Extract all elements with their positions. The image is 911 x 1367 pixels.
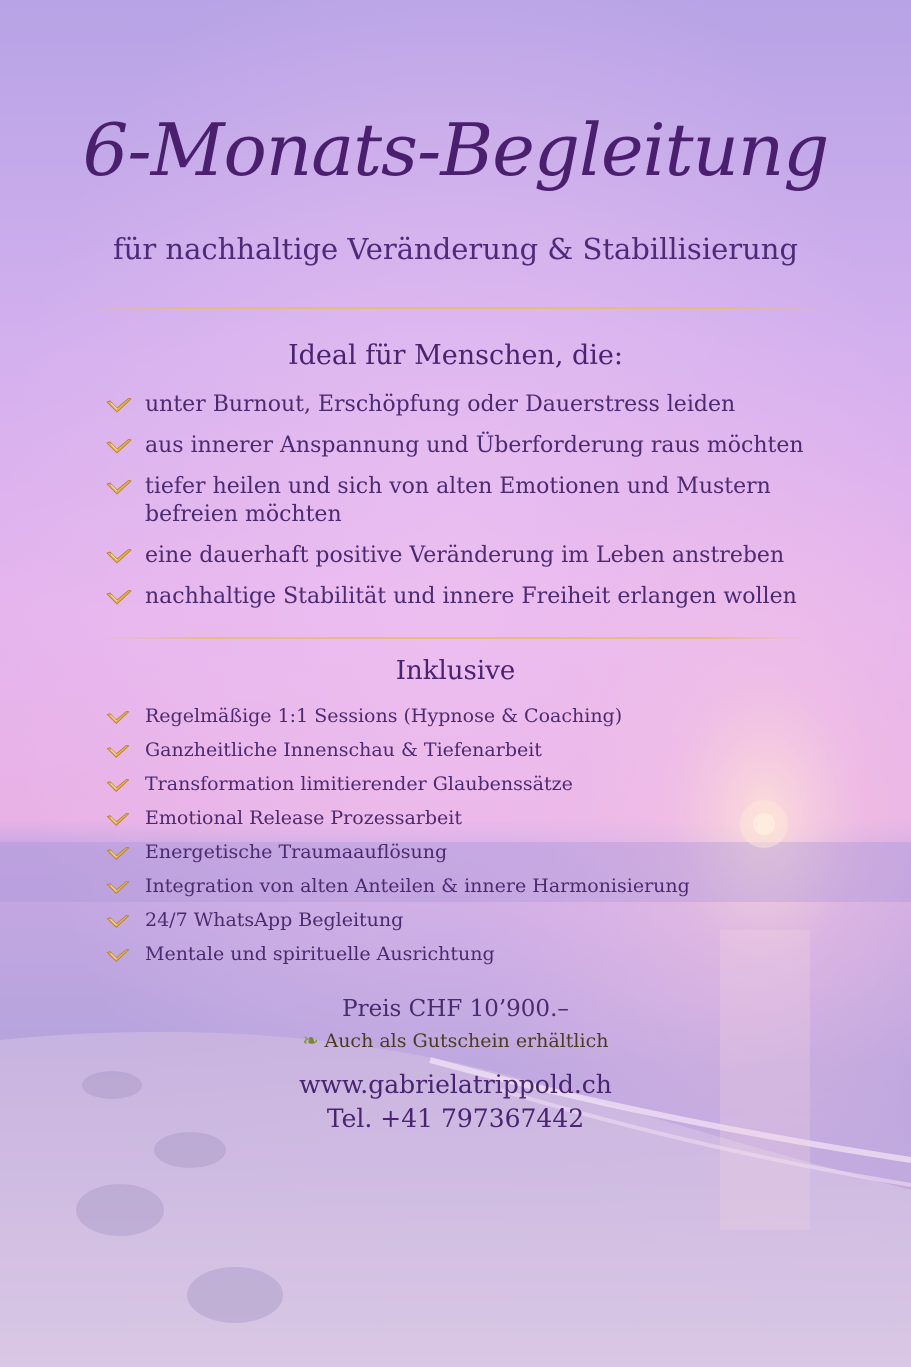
gold-check-icon bbox=[105, 588, 133, 616]
inklusive-list bbox=[105, 703, 785, 975]
page-title: 6-Monats-Begleitung bbox=[82, 108, 829, 192]
gold-check-icon bbox=[105, 708, 131, 734]
list-item bbox=[105, 583, 845, 611]
list-item-text: Ganzheitliche Innenschau & Tiefenarbeit bbox=[145, 739, 542, 761]
subtitle: für nachhaltige Veränderung & Stabillisierung bbox=[112, 232, 799, 266]
gold-check-icon bbox=[105, 396, 133, 424]
list-item bbox=[105, 542, 845, 570]
gold-check-icon bbox=[105, 946, 131, 972]
list-item-text: eine dauerhaft positive Veränderung im Leben anstreben bbox=[145, 543, 785, 568]
list-item-text: nachhaltige Stabilität und innere Freiheit erlangen wollen bbox=[145, 584, 797, 609]
price: Preis CHF 10’900.– bbox=[342, 996, 569, 1022]
phone-number[interactable]: Tel. +41 797367442 bbox=[326, 1104, 585, 1133]
list-item bbox=[105, 839, 785, 865]
gold-check-icon bbox=[105, 844, 131, 870]
list-item bbox=[105, 941, 785, 967]
website-link[interactable]: www.gabrielatrippold.ch bbox=[299, 1070, 612, 1099]
list-item bbox=[105, 805, 785, 831]
ideal-heading: Ideal für Menschen, die: bbox=[287, 340, 624, 371]
list-item-text: 24/7 WhatsApp Begleitung bbox=[145, 909, 404, 931]
gold-check-icon bbox=[105, 912, 131, 938]
list-item bbox=[105, 391, 845, 419]
gold-check-icon bbox=[105, 776, 131, 802]
list-item-text: Mentale und spirituelle Ausrichtung bbox=[145, 943, 495, 965]
list-item-text: Emotional Release Prozessarbeit bbox=[145, 807, 462, 829]
gift-voucher-note bbox=[0, 1030, 911, 1052]
gold-check-icon bbox=[105, 742, 131, 768]
list-item bbox=[105, 473, 845, 529]
list-item-text: Energetische Traumaauflösung bbox=[145, 841, 448, 863]
gold-check-icon bbox=[105, 878, 131, 904]
gold-check-icon bbox=[105, 547, 133, 575]
list-item-text: Integration von alten Anteilen & innere Harmonisierung bbox=[145, 875, 690, 897]
gold-check-icon bbox=[105, 810, 131, 836]
list-item-text: unter Burnout, Erschöpfung oder Dauerstress leiden bbox=[145, 392, 736, 417]
list-item bbox=[105, 907, 785, 933]
gold-check-icon bbox=[105, 478, 133, 506]
gold-check-icon bbox=[105, 437, 133, 465]
list-item bbox=[105, 737, 785, 763]
list-item-text: aus innerer Anspannung und Überforderung raus möchten bbox=[145, 433, 804, 458]
list-item-text: Transformation limitierender Glaubenssätze bbox=[145, 773, 573, 795]
divider bbox=[100, 637, 810, 639]
list-item bbox=[105, 703, 785, 729]
inklusive-heading: Inklusive bbox=[395, 656, 516, 686]
list-item-text: Regelmäßige 1:1 Sessions (Hypnose & Coaching) bbox=[145, 705, 623, 727]
leaf-icon: ❧ bbox=[302, 1030, 319, 1052]
divider bbox=[80, 307, 830, 309]
ideal-list bbox=[105, 391, 845, 624]
list-item bbox=[105, 873, 785, 899]
list-item-text: tiefer heilen und sich von alten Emotionen und Mustern befreien möchten bbox=[145, 474, 771, 527]
list-item bbox=[105, 432, 845, 460]
gift-text: Auch als Gutschein erhältlich bbox=[324, 1030, 609, 1052]
list-item bbox=[105, 771, 785, 797]
